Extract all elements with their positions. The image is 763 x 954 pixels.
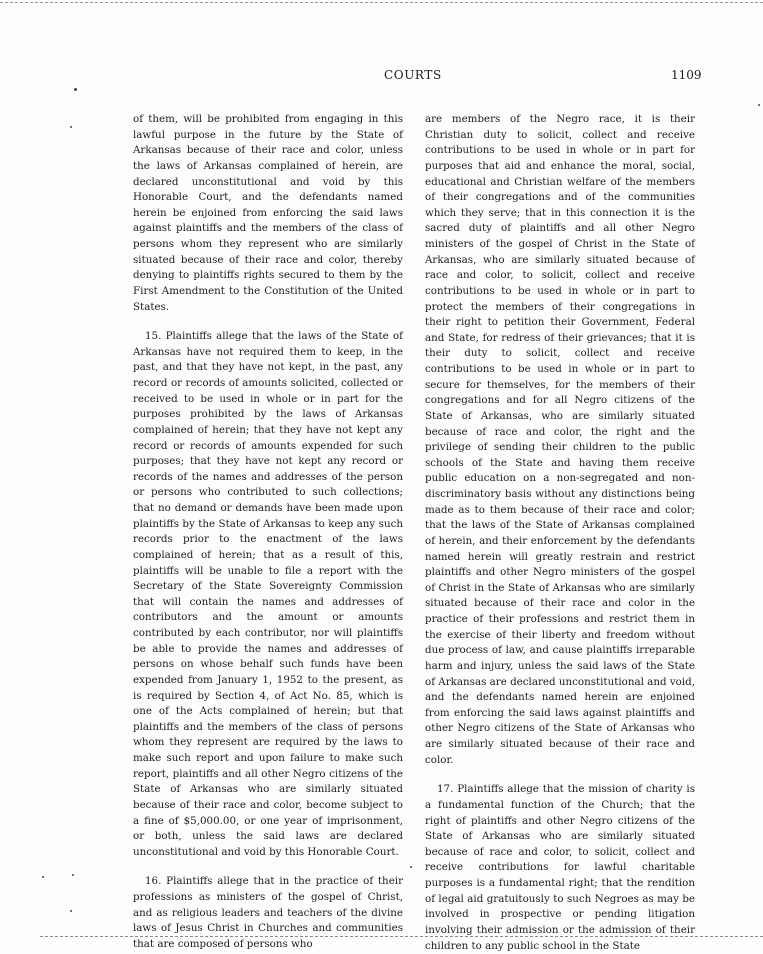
scan-speck: [74, 88, 77, 91]
scan-speck: [410, 866, 412, 868]
left-text-column: [133, 112, 403, 953]
paragraph-17: 17. Plaintiffs allege that the mission of charity is a fundamental function of the Church; that the right of plaintiffs and other Negro citizens of the State of Arkansas who are similarly situated because of race and color, to solicit, collect and receive contributions for lawful charitable purposes is a fundamental right; that the rendition of legal aid gratuitously to such Negroes as may be involved in prospective or pending litigation involving their admission or the admission of their children to any public school in the State: [425, 783, 695, 952]
running-head: [0, 68, 763, 86]
left-paragraph-continuation: of them, will be prohibited from engaging in this lawful purpose in the future by the State of Arkansas because of their race and color, unless the laws of Arkansas complained of herein, are declared unconstitutional and void by this Honorable Court, and the defendants named herein be enjoined from enforcing the said laws against plaintiffs and the members of the class of persons whom they represent who are similarly situated because of their race and color, thereby denying to plaintiffs rights secured to them by the First Amendment to the Constitution of the United States.: [133, 113, 403, 313]
bottom-edge-rule: [40, 936, 763, 937]
scan-speck: [758, 104, 760, 106]
running-head-title: COURTS: [384, 68, 442, 82]
paragraph-15: 15. Plaintiffs allege that the laws of the State of Arkansas have not required them to keep, in the past, and that they have not kept, in the past, any record or records of amounts solicited, collected or received to be used in whole or in part for the purposes prohibited by the laws of Arkansas complained of herein; that they have not kept any record or records of amounts expended for such purposes; that they have not kept any record or records of the names and addresses of the person or persons who contributed to such collections; that no demand or demands have been made upon plaintiffs by the State of Arkansas to keep any such records prior to the enactment of the laws complained of herein; that as a result of this, plaintiffs will be unable to file a report with the Secretary of the State Sovereignty Commission that will contain the names and addresses of contributors and the amount or amounts contributed by each contributor, nor will plaintiffs be able to provide the names and addresses of persons on whose behalf such funds have been expended from January 1, 1952 to the present, as is required by Section 4, of Act No. 85, which is one of the Acts complained of herein; but that plaintiffs and the members of the class of persons whom they represent are required by the laws to make such report and upon failure to make such report, plaintiffs and all other Negro citizens of the State of Arkansas who are similarly situated because of their race and color, become subject to a fine of $5,000.00, or one year of imprisonment, or both, unless the said laws are declared unconstitutional and void by this Honorable Court.: [133, 330, 403, 858]
scan-speck: [70, 910, 72, 912]
paragraph-16-continuation: are members of the Negro race, it is their Christian duty to solicit, collect and receive contributions to be used in whole or in part for purposes that aid and enhance the moral, social, educational and Christian welfare of the members of their congregations and of the communities which they serve; that in this connection it is the sacred duty of plaintiffs and all other Negro ministers of the gospel of Christ in the State of Arkansas, who are similarly situated because of race and color, to solicit, collect and receive contributions to be used in whole or in part to protect the members of their congregations in their right to petition their Government, Federal and State, for redress of their grievances; that it is their duty to solicit, collect and receive contributions to be used in whole or in part to secure for themselves, for the members of their congregations and for all Negro citizens of the State of Arkansas, who are similarly situated because of race and color, the right and the privilege of sending their children to the public schools of the State and having them receive public education on a non-segregated and non-discriminatory basis without any distinctions being made as to them because of their race and color; that the laws of the State of Arkansas complained of herein, and their enforcement by the defendants named herein will greatly restrain and restrict plaintiffs and other Negro ministers of the gospel of Christ in the State of Arkansas who are similarly situated because of their race and color in the practice of their professions and restrict them in the exercise of their liberty and freedom without due process of law, and cause plaintiffs irreparable harm and injury, unless the said laws of the State of Arkansas are declared unconstitutional and void, and the defendants named herein are enjoined from enforcing the said laws against plaintiffs and other Negro citizens of the State of Arkansas who are similarly situated because of their race and color.: [425, 113, 695, 766]
scan-speck: [72, 874, 74, 876]
paragraph-16-start: 16. Plaintiffs allege that in the practice of their professions as ministers of the gospel of Christ, and as religious leaders and teachers of the divine laws of Jesus Christ in Churches and communities that are composed of persons who: [133, 875, 403, 950]
scan-speck: [42, 876, 44, 878]
right-text-column: [425, 112, 695, 954]
top-edge-rule: [0, 2, 763, 3]
scan-speck: [70, 126, 72, 128]
page-number: 1109: [671, 68, 702, 82]
